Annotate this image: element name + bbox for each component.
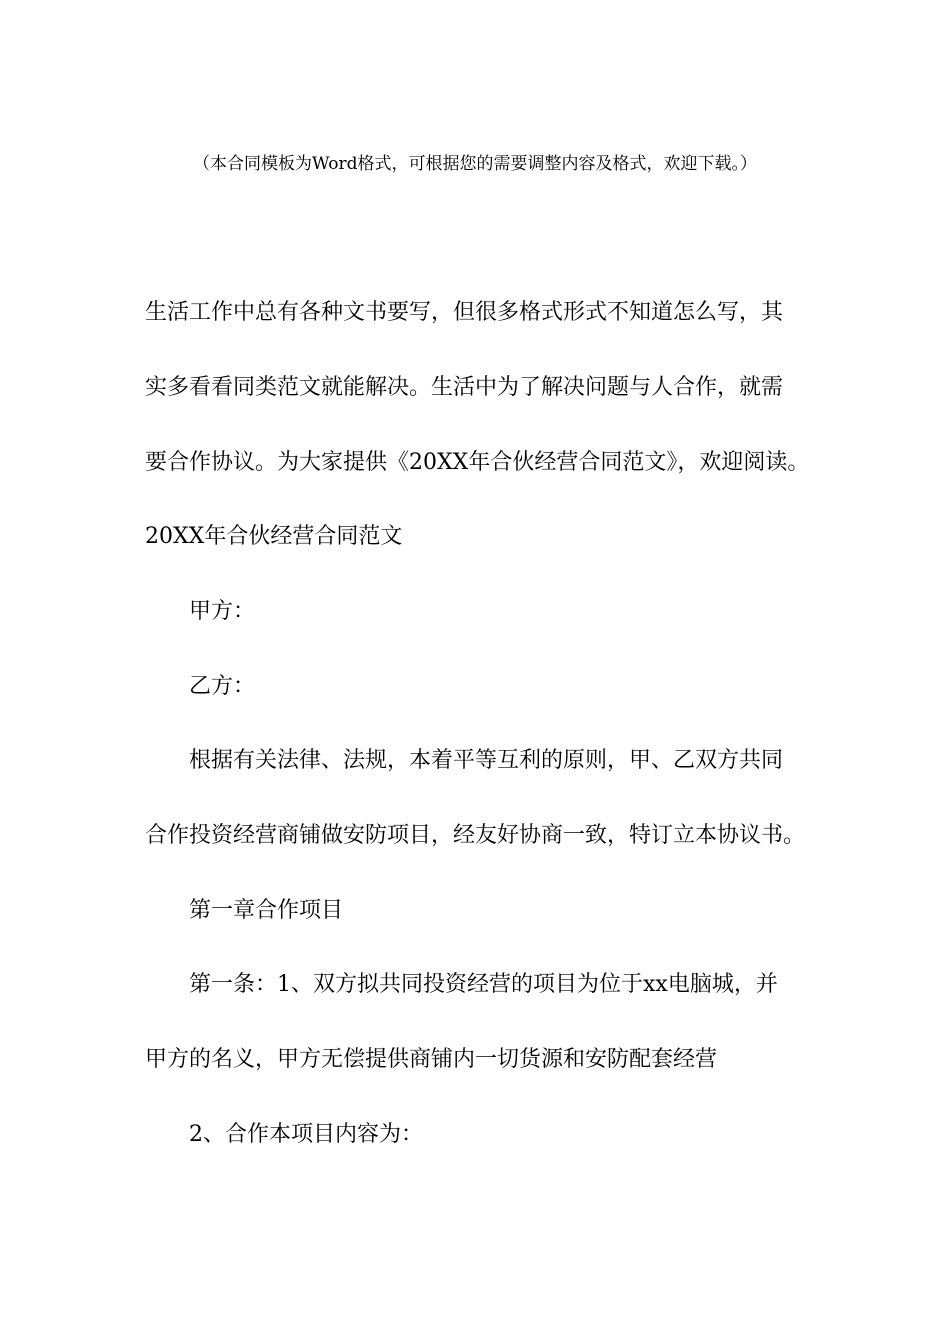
item-2-line: 2、合作本项目内容为：	[189, 1122, 423, 1147]
chapter-1-heading: 第一章合作项目	[189, 898, 344, 923]
article-1-line-1: 第一条：1、双方拟共同投资经营的项目为位于xx电脑城，并	[189, 972, 778, 997]
preamble-line-2: 合作投资经营商铺做安防项目，经友好协商一致，特订立本协议书。	[145, 823, 806, 848]
party-b-label: 乙方：	[189, 674, 256, 699]
template-note: （本合同模板为Word格式，可根据您的需要调整内容及格式，欢迎下载。）	[192, 154, 758, 174]
intro-line-3: 要合作协议。为大家提供《20XX年合伙经营合同范文》，欢迎阅读。	[145, 450, 810, 475]
document-title: 20XX年合伙经营合同范文	[145, 524, 403, 549]
article-1-line-2: 甲方的名义，甲方无偿提供商铺内一切货源和安防配套经营	[145, 1047, 718, 1072]
party-a-label: 甲方：	[189, 599, 256, 624]
preamble-line-1: 根据有关法律、法规，本着平等互利的原则，甲、乙双方共同	[189, 748, 784, 773]
intro-line-2: 实多看看同类范文就能解决。生活中为了解决问题与人合作，就需	[145, 375, 784, 400]
intro-line-1: 生活工作中总有各种文书要写，但很多格式形式不知道怎么写，其	[145, 300, 784, 325]
